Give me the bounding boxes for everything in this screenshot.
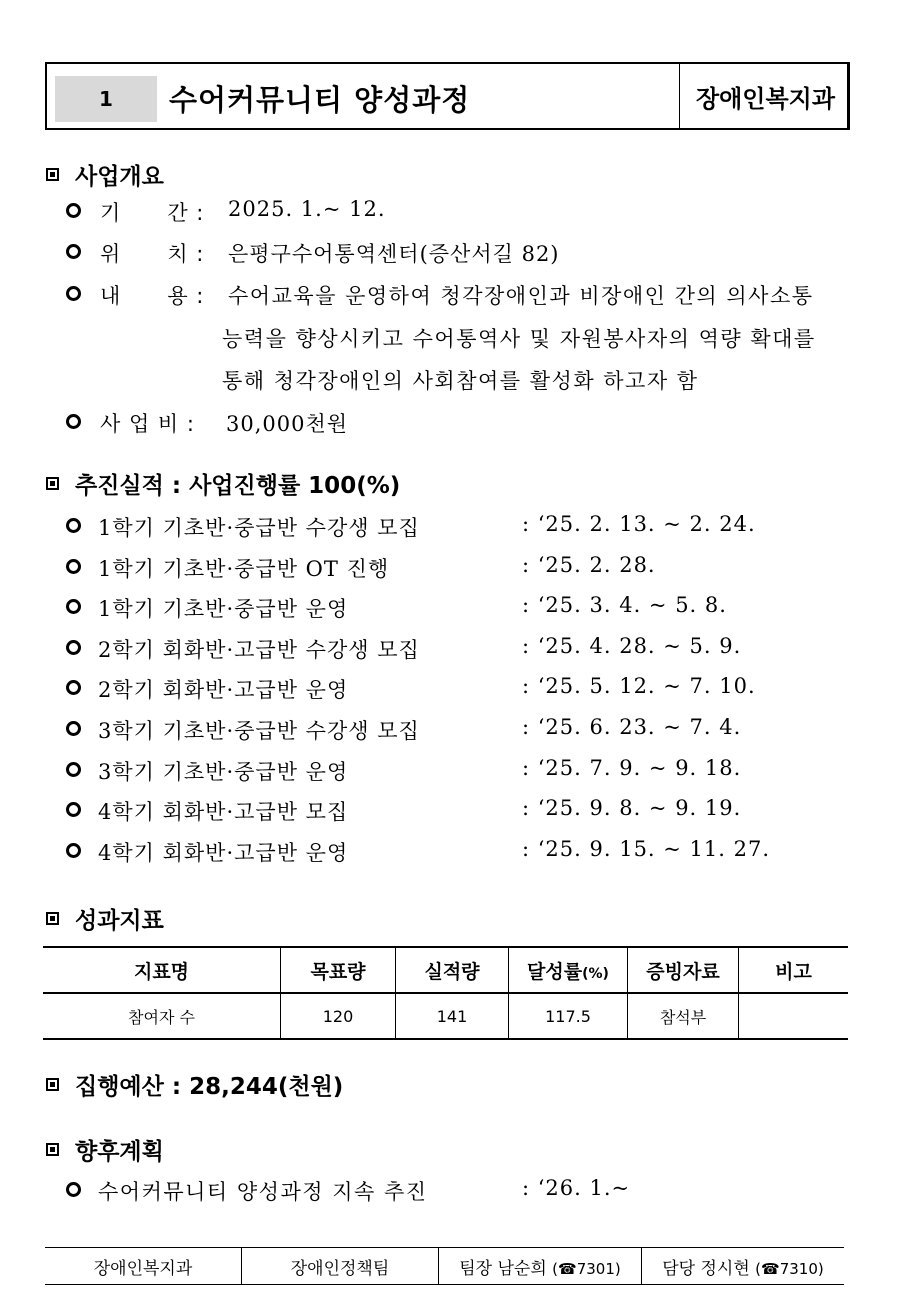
progress-date: : ‘25. 9. 8. ~ 9. 19. bbox=[522, 796, 742, 820]
item-number: 1 bbox=[55, 76, 157, 122]
progress-date: : ‘25. 9. 15. ~ 11. 27. bbox=[522, 837, 771, 861]
circle-bullet-icon bbox=[66, 286, 81, 301]
circle-bullet-icon bbox=[66, 802, 81, 817]
footer-staff: 담당 정시현 (☎7310) bbox=[642, 1248, 845, 1285]
column-header: 증빙자료 bbox=[628, 947, 739, 993]
progress-task: 2학기 회화반·고급반 운영 bbox=[98, 678, 349, 702]
table-row bbox=[43, 993, 848, 1039]
staff-phone: (☎7310) bbox=[755, 1259, 824, 1278]
progress-date: : ‘25. 2. 28. bbox=[522, 553, 656, 577]
content-line: 수어교육을 운영하여 청각장애인과 비장애인 간의 의사소통 bbox=[228, 284, 814, 308]
column-header: 비고 bbox=[739, 947, 849, 993]
table-cell bbox=[739, 993, 849, 1039]
footer-dept: 장애인복지과 bbox=[45, 1248, 242, 1285]
location-label: 위 치 : bbox=[100, 242, 205, 266]
column-header: 실적량 bbox=[396, 947, 509, 993]
table-cell: 120 bbox=[281, 993, 396, 1039]
progress-task: 3학기 기초반·중급반 운영 bbox=[98, 760, 349, 784]
progress-heading: 추진실적 : 사업진행률 100(%) bbox=[46, 467, 400, 500]
circle-bullet-icon bbox=[66, 762, 81, 777]
column-header: 목표량 bbox=[281, 947, 396, 993]
circle-bullet-icon bbox=[66, 721, 81, 736]
circle-bullet-icon bbox=[66, 599, 81, 614]
location-value: 은평구수어통역센터(증산서길 82) bbox=[228, 242, 560, 266]
department-name: 장애인복지과 bbox=[679, 64, 851, 128]
circle-bullet-icon bbox=[66, 518, 81, 533]
execution-budget-heading: 집행예산 : 28,244(천원) bbox=[46, 1068, 343, 1101]
circle-bullet-icon bbox=[66, 414, 81, 429]
circle-bullet-icon bbox=[66, 1182, 81, 1197]
progress-date: : ‘25. 3. 4. ~ 5. 8. bbox=[522, 593, 727, 617]
footer-team: 장애인정책팀 bbox=[242, 1248, 439, 1285]
content-label: 내 용 : bbox=[100, 284, 205, 308]
leader-phone: (☎7301) bbox=[552, 1259, 621, 1278]
square-bullet-icon bbox=[46, 1078, 59, 1091]
table-cell: 참석부 bbox=[628, 993, 739, 1039]
plan-task: 수어커뮤니티 양성과정 지속 추진 bbox=[98, 1180, 428, 1204]
progress-task: 2학기 회화반·고급반 수강생 모집 bbox=[98, 638, 420, 662]
footer-leader: 팀장 남순희 (☎7301) bbox=[439, 1248, 642, 1285]
table-cell: 참여자 수 bbox=[43, 993, 281, 1039]
table-header-row bbox=[43, 947, 848, 993]
progress-date: : ‘25. 7. 9. ~ 9. 18. bbox=[522, 756, 742, 780]
circle-bullet-icon bbox=[66, 559, 81, 574]
circle-bullet-icon bbox=[66, 843, 81, 858]
square-bullet-icon bbox=[46, 912, 59, 925]
circle-bullet-icon bbox=[66, 244, 81, 259]
progress-task: 1학기 기초반·중급반 수강생 모집 bbox=[98, 516, 420, 540]
progress-date: : ‘25. 5. 12. ~ 7. 10. bbox=[522, 674, 756, 698]
progress-task: 3학기 기초반·중급반 수강생 모집 bbox=[98, 719, 420, 743]
progress-date: : ‘25. 4. 28. ~ 5. 9. bbox=[522, 634, 742, 658]
progress-task: 1학기 기초반·중급반 운영 bbox=[98, 597, 349, 621]
content-line: 통해 청각장애인의 사회참여를 활성화 하고자 함 bbox=[222, 369, 699, 393]
column-header: 달성률(%) bbox=[509, 947, 628, 993]
progress-date: : ‘25. 6. 23. ~ 7. 4. bbox=[522, 715, 742, 739]
table-cell: 117.5 bbox=[509, 993, 628, 1039]
progress-date: : ‘25. 2. 13. ~ 2. 24. bbox=[522, 512, 756, 536]
indicators-heading: 성과지표 bbox=[46, 902, 164, 935]
square-bullet-icon bbox=[46, 168, 59, 181]
progress-task: 1학기 기초반·중급반 OT 진행 bbox=[98, 557, 390, 581]
overview-heading: 사업개요 bbox=[46, 158, 164, 191]
square-bullet-icon bbox=[46, 1143, 59, 1156]
circle-bullet-icon bbox=[66, 203, 81, 218]
table-cell: 141 bbox=[396, 993, 509, 1039]
period-label: 기 간 : bbox=[100, 201, 205, 225]
indicators-table bbox=[43, 946, 848, 1040]
column-header: 지표명 bbox=[43, 947, 281, 993]
square-bullet-icon bbox=[46, 477, 59, 490]
budget-value: 30,000천원 bbox=[226, 412, 349, 436]
page-title: 수어커뮤니티 양성과정 bbox=[169, 83, 471, 117]
circle-bullet-icon bbox=[66, 640, 81, 655]
plan-heading: 향후계획 bbox=[46, 1133, 164, 1166]
document-header bbox=[45, 62, 850, 130]
progress-task: 4학기 회화반·고급반 운영 bbox=[98, 841, 349, 865]
period-value: 2025. 1.~ 12. bbox=[228, 197, 386, 221]
progress-task: 4학기 회화반·고급반 모집 bbox=[98, 800, 349, 824]
contact-footer bbox=[45, 1247, 844, 1285]
content-line: 능력을 향상시키고 수어통역사 및 자원봉사자의 역량 확대를 bbox=[222, 327, 816, 351]
circle-bullet-icon bbox=[66, 680, 81, 695]
plan-date: : ‘26. 1.~ bbox=[522, 1176, 631, 1200]
budget-label: 사 업 비 : bbox=[100, 412, 195, 436]
